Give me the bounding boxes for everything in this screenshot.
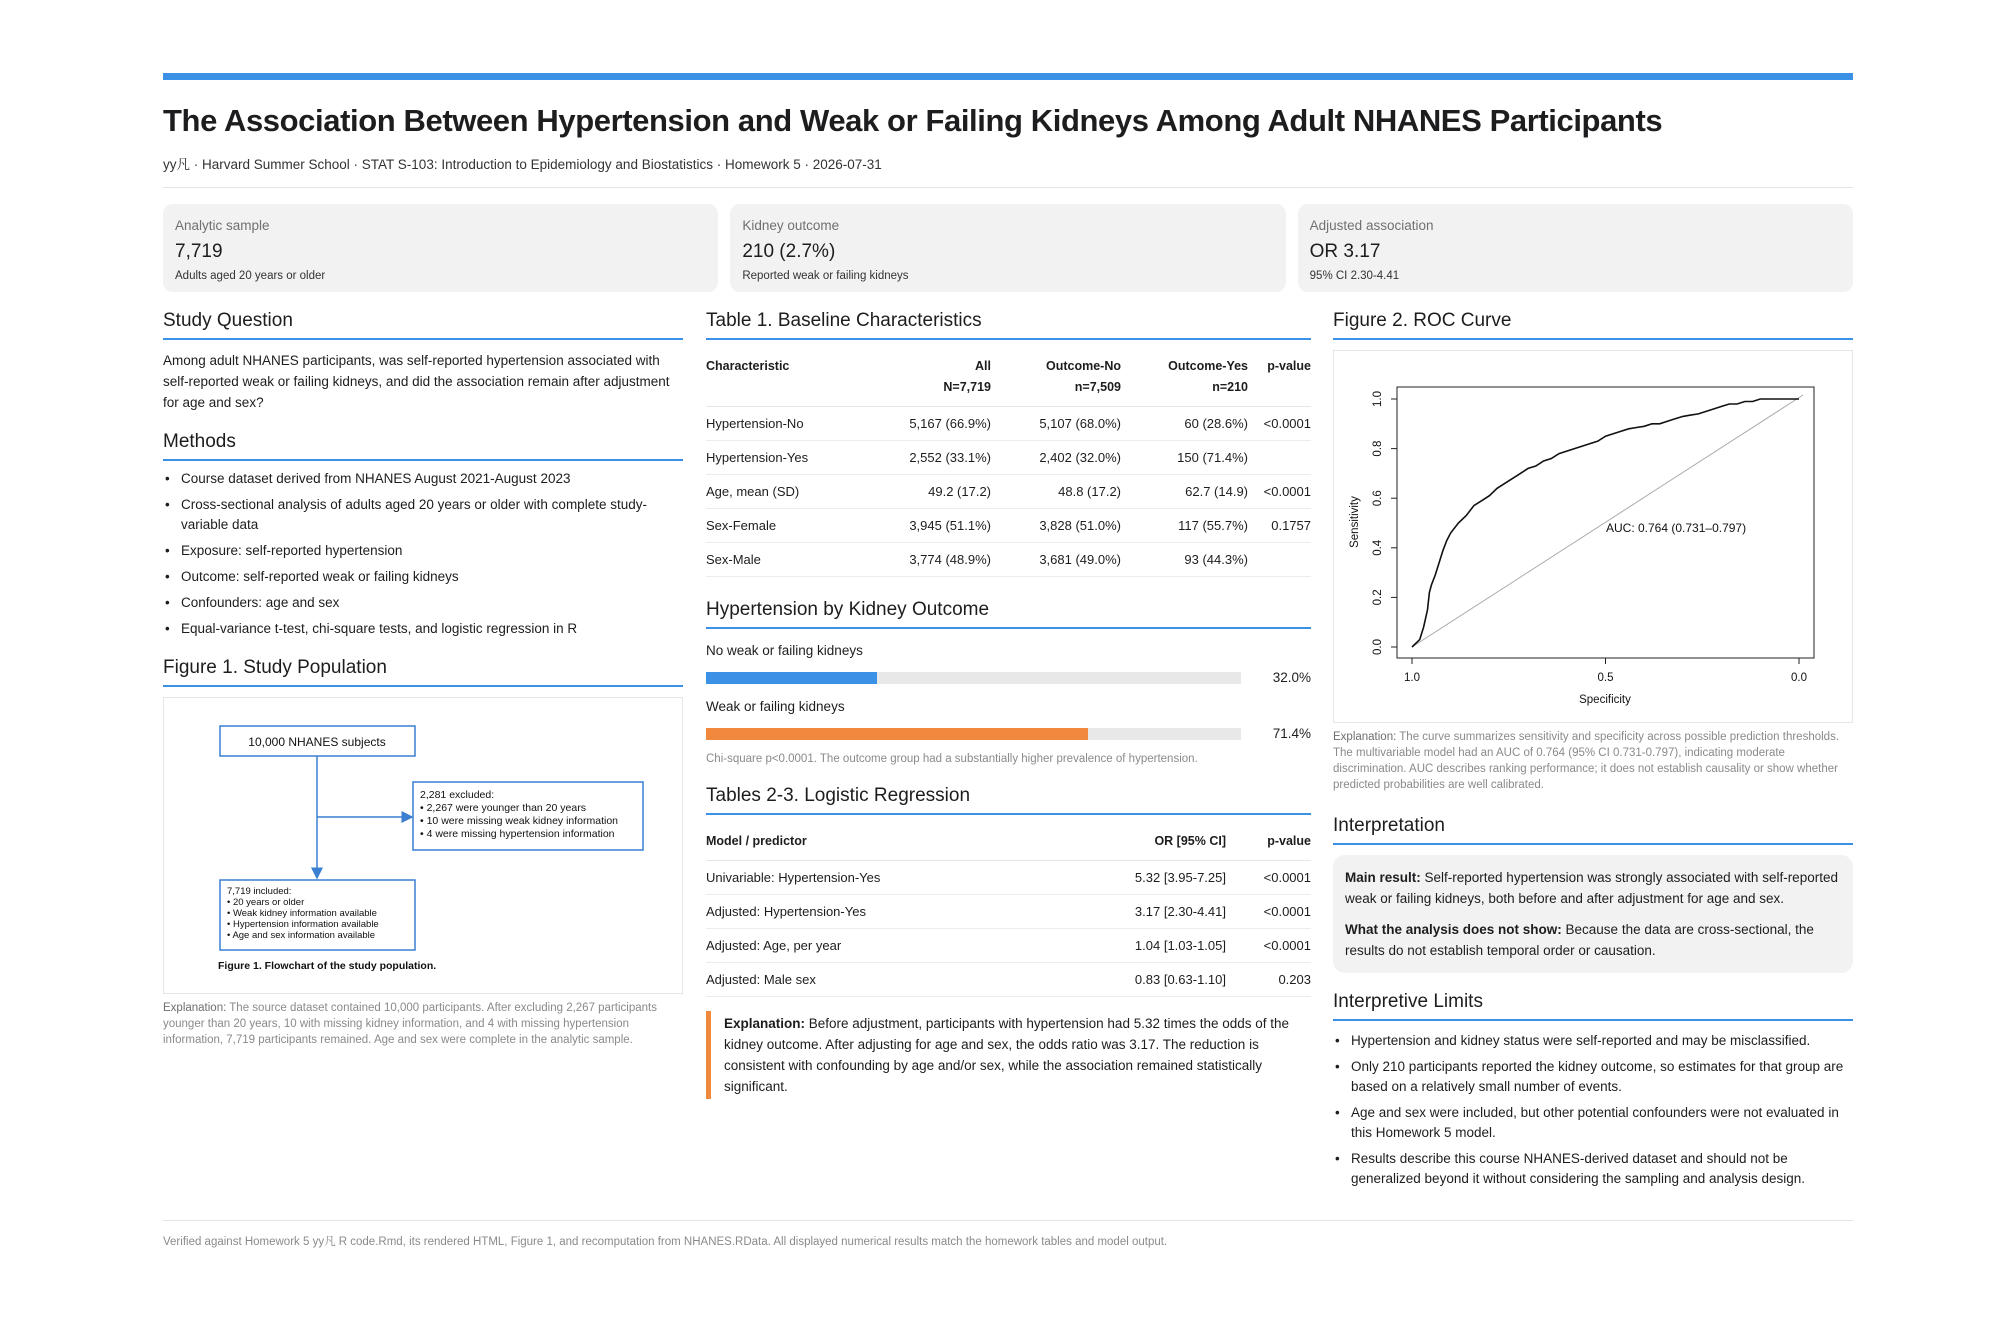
- page-title: The Association Between Hypertension and Weak or Failing Kidneys Among Adult NHANES Participants: [163, 103, 1663, 138]
- x-axis-label: Specificity: [1579, 694, 1631, 706]
- roc-figure: [1333, 350, 1853, 723]
- bar-track: [706, 728, 1241, 740]
- accent-bar: [163, 73, 1853, 80]
- table23-heading: Tables 2-3. Logistic Regression: [706, 785, 1311, 815]
- auc-annotation: AUC: 0.764 (0.731–0.797): [1606, 521, 1747, 535]
- table-row: Sex-Female 3,945 (51.1%) 3,828 (51.0%) 117 (55.7%) 0.1757: [706, 509, 1311, 543]
- table-header-row: [706, 827, 1311, 861]
- y-tick-label: 0.8: [1372, 440, 1384, 457]
- table-row: Hypertension-No 5,167 (66.9%) 5,107 (68.0%) 60 (28.6%) <0.0001: [706, 407, 1311, 441]
- card-analytic-sample: [163, 204, 718, 292]
- list-item: • Outcome: self-reported weak or failing kidneys: [163, 567, 683, 587]
- col-header-pvalue: p-value: [1248, 352, 1311, 407]
- card-value: 7,719: [175, 241, 223, 262]
- card-value: OR 3.17: [1309, 241, 1381, 262]
- flow-excluded-line: 2,281 excluded:: [420, 789, 495, 801]
- bar-row-kidney: [706, 726, 1311, 741]
- list-item: • Results describe this course NHANES-derived dataset and should not be generalized beyond it without considering the sampling and analysis design.: [1333, 1149, 1853, 1189]
- card-sub: Adults aged 20 years or older: [175, 270, 326, 282]
- table-row: Age, mean (SD) 49.2 (17.2) 48.8 (17.2) 62.7 (14.9) <0.0001: [706, 475, 1311, 509]
- figure2-explanation: [1333, 729, 1853, 793]
- bar-label-no-kidney: No weak or failing kidneys: [706, 643, 863, 658]
- card-label: Adjusted association: [1309, 218, 1434, 233]
- col-header-pvalue: p-value: [1226, 827, 1311, 861]
- list-item: • Course dataset derived from NHANES August 2021-August 2023: [163, 469, 683, 489]
- explanation-label: Explanation:: [724, 1016, 806, 1031]
- x-tick-label: 0.0: [1791, 672, 1807, 684]
- summary-cards: [163, 204, 1853, 292]
- byline: yy凡 · Harvard Summer School · STAT S-103: Introduction to Epidemiology and Biostatistics · Homework 5 · 2026-07-31: [163, 153, 1853, 188]
- explanation-text: The curve summarizes sensitivity and specificity across possible prediction thresholds. The multivariable model had an AUC of 0.764 (95% CI 0.731-0.797), indicating moderate discrimination. AUC describes ranking performance; it does not establish causality or show whether predicted probabilities are well calibrated.: [1333, 731, 1840, 791]
- flow-included-line: • Age and sex information available: [227, 930, 376, 941]
- interpretation-box: [1333, 855, 1853, 973]
- page-footer: Verified against Homework 5 yy凡 R code.Rmd, its rendered HTML, Figure 1, and recomputation from NHANES.RData. All displayed numerical results match the homework tables and model output.: [163, 1220, 1853, 1249]
- table-row: Adjusted: Age, per year 1.04 [1.03-1.05] <0.0001: [706, 929, 1311, 963]
- y-axis-label: Sensitivity: [1349, 496, 1361, 548]
- explanation-label: Explanation:: [1333, 731, 1397, 743]
- list-item: • Exposure: self-reported hypertension: [163, 541, 683, 561]
- baseline-table: [706, 352, 1311, 577]
- list-item: • Equal-variance t-test, chi-square tests, and logistic regression in R: [163, 619, 683, 639]
- flow-included-line: • Weak kidney information available: [227, 908, 377, 919]
- table-header-row: [706, 352, 1311, 407]
- bars-note: Chi-square p<0.0001. The outcome group had a substantially higher prevalence of hypertension.: [706, 753, 1198, 765]
- limits-heading: Interpretive Limits: [1333, 991, 1853, 1021]
- methods-list: [163, 469, 683, 639]
- list-item: • Cross-sectional analysis of adults aged 20 years or older with complete study-variable data: [163, 495, 683, 535]
- flow-excluded-line: • 4 were missing hypertension information: [420, 828, 615, 840]
- x-tick-label: 0.5: [1597, 672, 1614, 684]
- explanation-text: The source dataset contained 10,000 participants. After excluding 2,267 participants younger than 20 years, 10 with missing kidney information, and 4 with missing hypertension information, 7,719 participants remained. Age and sex were complete in the analytic sample.: [163, 1002, 657, 1046]
- flow-included-line: • Hypertension information available: [227, 919, 379, 930]
- study-question-heading: Study Question: [163, 310, 683, 340]
- x-tick-label: 1.0: [1404, 672, 1420, 684]
- limits-list: [1333, 1031, 1853, 1189]
- card-kidney-outcome: [730, 204, 1285, 292]
- main-result: Main result: Self-reported hypertension was strongly associated with self-reported weak or failing kidneys, both before and after adjustment for age and sex.: [1345, 870, 1838, 906]
- col-header-or: OR [95% CI]: [1006, 827, 1226, 861]
- study-question-text: Among adult NHANES participants, was self-reported hypertension associated with self-reported weak or failing kidneys, and did the association remain after adjustment for age and sex?: [163, 353, 670, 410]
- right-column: [1333, 310, 1853, 1195]
- report-page: [163, 73, 1853, 1195]
- table1-heading: Table 1. Baseline Characteristics: [706, 310, 1311, 340]
- analysis-limit: What the analysis does not show: Because the data are cross-sectional, the results do not establish temporal order or causation.: [1345, 922, 1814, 958]
- figure1-explanation: [163, 1000, 683, 1048]
- card-value: 210 (2.7%): [742, 241, 836, 262]
- regression-explanation: [706, 1011, 1311, 1099]
- explanation-label: Explanation:: [163, 1002, 227, 1014]
- card-adjusted-association: [1298, 204, 1853, 292]
- table-row: Univariable: Hypertension-Yes 5.32 [3.95-7.25] <0.0001: [706, 861, 1311, 895]
- figure2-heading: Figure 2. ROC Curve: [1333, 310, 1853, 340]
- flowchart-caption: Figure 1. Flowchart of the study population.: [218, 960, 437, 972]
- y-tick-label: 0.0: [1372, 639, 1384, 655]
- flowchart-svg: [164, 698, 682, 993]
- table-row: Hypertension-Yes 2,552 (33.1%) 2,402 (32.0%) 150 (71.4%): [706, 441, 1311, 475]
- figure1-flowchart: [163, 697, 683, 994]
- middle-column: [706, 310, 1311, 1195]
- bars-heading: Hypertension by Kidney Outcome: [706, 599, 1311, 629]
- bar-percent: 32.0%: [1272, 670, 1311, 685]
- interpretation-heading: Interpretation: [1333, 815, 1853, 845]
- flow-included-line: • 20 years or older: [227, 897, 305, 908]
- card-label: Kidney outcome: [742, 218, 840, 233]
- col-header-characteristic: Characteristic: [706, 352, 876, 407]
- card-label: Analytic sample: [175, 218, 270, 233]
- list-item: • Confounders: age and sex: [163, 593, 683, 613]
- bar-label-kidney: Weak or failing kidneys: [706, 699, 845, 714]
- bar-fill-kidney: [706, 728, 1088, 740]
- card-sub: Reported weak or failing kidneys: [742, 270, 909, 282]
- table-row: Adjusted: Hypertension-Yes 3.17 [2.30-4.41] <0.0001: [706, 895, 1311, 929]
- bar-row-no-kidney: [706, 670, 1311, 685]
- list-item: • Only 210 participants reported the kidney outcome, so estimates for that group are based on a relatively small number of events.: [1333, 1057, 1853, 1097]
- y-tick-label: 0.2: [1372, 589, 1384, 606]
- flow-excluded-line: • 10 were missing weak kidney information: [420, 815, 619, 827]
- list-item: • Age and sex were included, but other potential confounders were not evaluated in this Homework 5 model.: [1333, 1103, 1853, 1143]
- flow-box-total-label: 10,000 NHANES subjects: [248, 735, 386, 749]
- table-row: Adjusted: Male sex 0.83 [0.63-1.10] 0.203: [706, 963, 1311, 997]
- card-sub: 95% CI 2.30-4.41: [1309, 270, 1400, 282]
- roc-chart: [1334, 351, 1852, 722]
- col-header-model: Model / predictor: [706, 827, 1006, 861]
- explanation-text: Before adjustment, participants with hypertension had 5.32 times the odds of the kidney outcome. After adjusting for age and sex, the odds ratio was 3.17. The reduction is consistent with confounding by age and/or sex, while the association remained statistically significant.: [724, 1016, 1290, 1094]
- table-row: Sex-Male 3,774 (48.9%) 3,681 (49.0%) 93 (44.3%): [706, 543, 1311, 577]
- flow-excluded-line: • 2,267 were younger than 20 years: [420, 802, 586, 814]
- col-header-all: All N=7,719: [876, 352, 991, 407]
- left-column: [163, 310, 683, 1195]
- y-tick-label: 1.0: [1372, 391, 1384, 407]
- list-item: • Hypertension and kidney status were self-reported and may be misclassified.: [1333, 1031, 1853, 1051]
- methods-heading: Methods: [163, 431, 683, 461]
- bar-track: [706, 672, 1241, 684]
- col-header-outcome-no: Outcome-No n=7,509: [991, 352, 1121, 407]
- col-header-outcome-yes: Outcome-Yes n=210: [1121, 352, 1248, 407]
- flow-included-line: 7,719 included:: [227, 886, 292, 897]
- bar-fill-no-kidney: [706, 672, 877, 684]
- y-tick-label: 0.4: [1372, 539, 1384, 556]
- figure1-heading: Figure 1. Study Population: [163, 657, 683, 687]
- y-tick-label: 0.6: [1372, 490, 1384, 507]
- regression-table: [706, 827, 1311, 997]
- bar-percent: 71.4%: [1272, 726, 1311, 741]
